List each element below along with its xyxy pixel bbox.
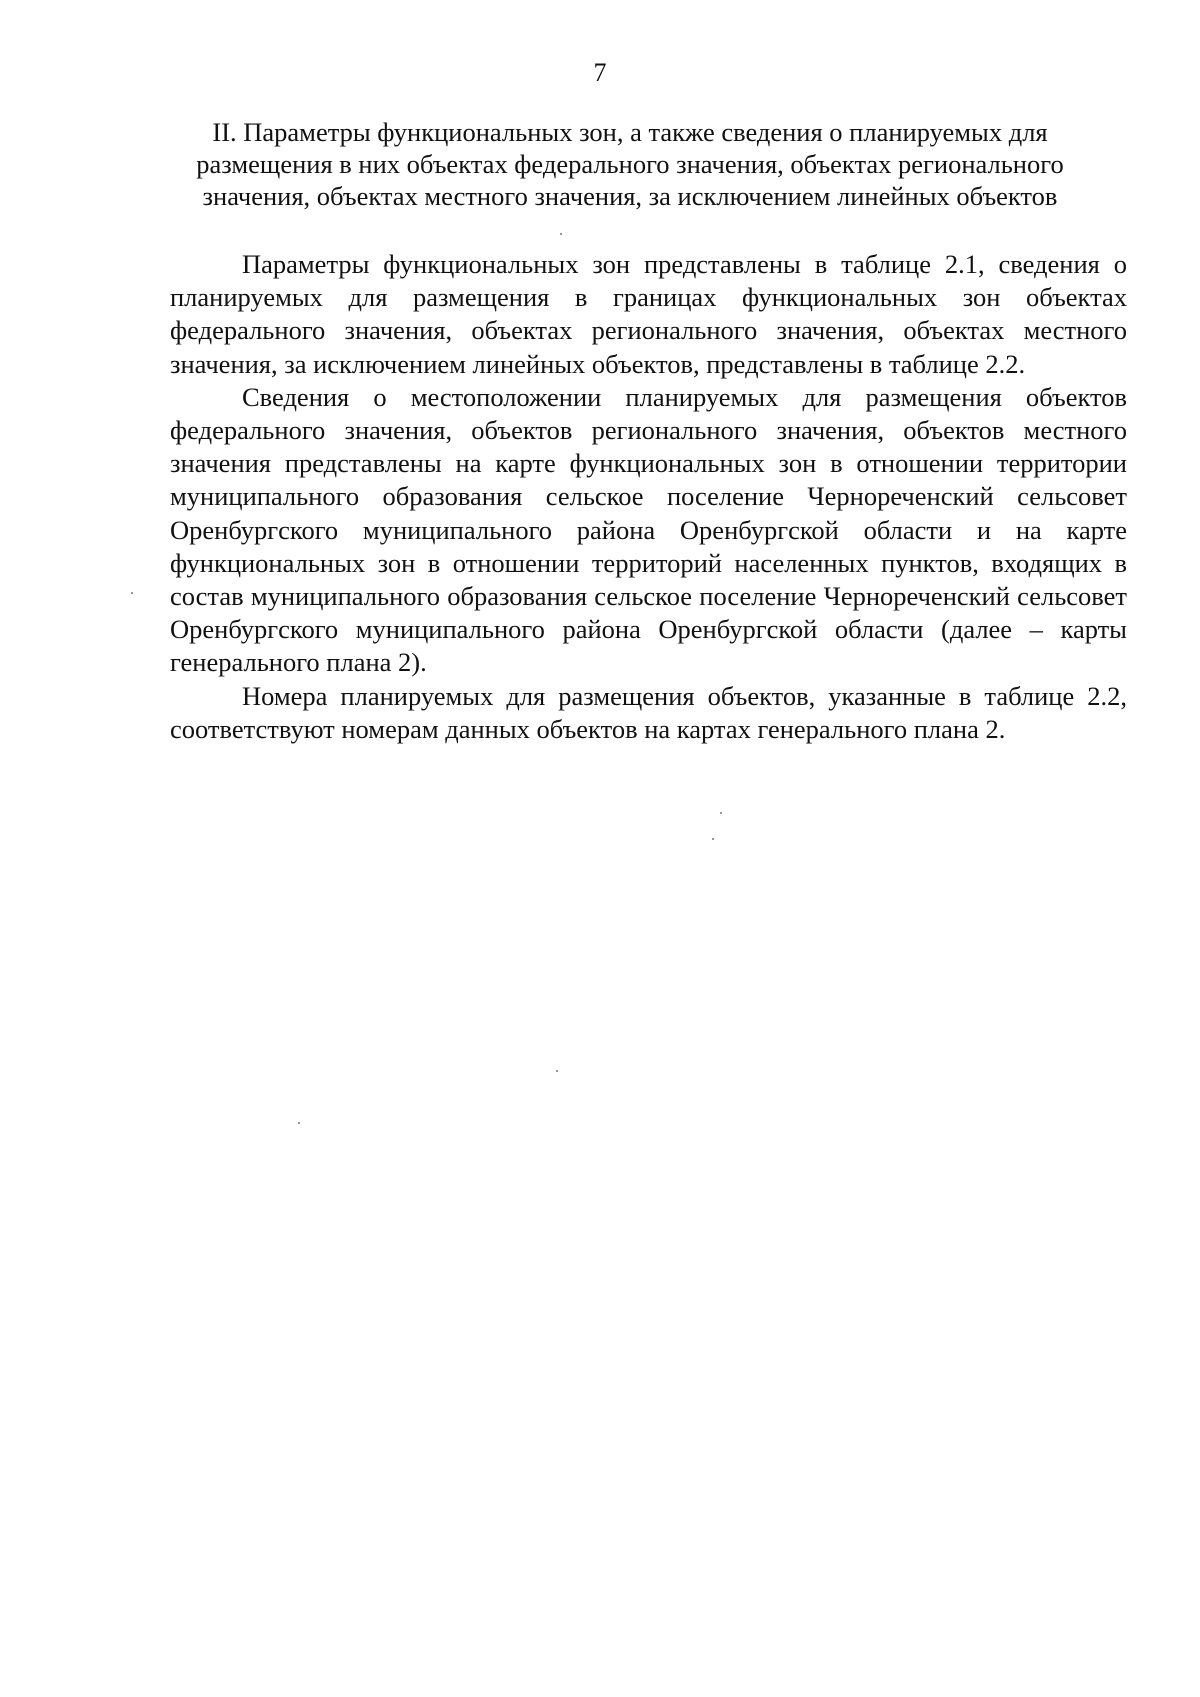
section-heading: II. Параметры функциональных зон, а также сведения о планируемых для размещения в них объектах федерального значения, объектах регионального значения, объектах местного значения, за исключением линейных объектов (196, 117, 1064, 211)
scan-speck (712, 838, 714, 840)
scan-speck (560, 233, 562, 235)
paragraph-1: Параметры функциональных зон представлены в таблице 2.1, сведения о планируемых для размещения в границах функциональных зон объектах федерального значения, объектах регионального значения, объектах местного значения, за исключением линейных объектов, представлены в таблице 2.2. (170, 249, 1127, 379)
scan-speck (298, 1122, 300, 1124)
scan-speck (556, 1070, 558, 1072)
body-text (170, 248, 1127, 746)
scan-speck (131, 592, 133, 594)
page-number: 7 (593, 58, 607, 87)
paragraph-2: Сведения о местоположении планируемых для размещения объектов федерального значения, объектов регионального значения, объектов местного значения представлены на карте функциональных зон в отношении территории муниципального образования сельское поселение Чернореченский сельсовет Оренбургского муниципального района Оренбургской области и на карте функциональных зон в отношении территорий населенных пунктов, входящих в состав муниципального образования сельское поселение Чернореченский сельсовет Оренбургского муниципального района Оренбургской области (далее – карты генерального плана 2). (170, 381, 1127, 678)
paragraph-3: Номера планируемых для размещения объектов, указанные в таблице 2.2, соответствуют номерам данных объектов на картах генерального плана 2. (170, 680, 1127, 744)
scan-speck (720, 812, 722, 814)
